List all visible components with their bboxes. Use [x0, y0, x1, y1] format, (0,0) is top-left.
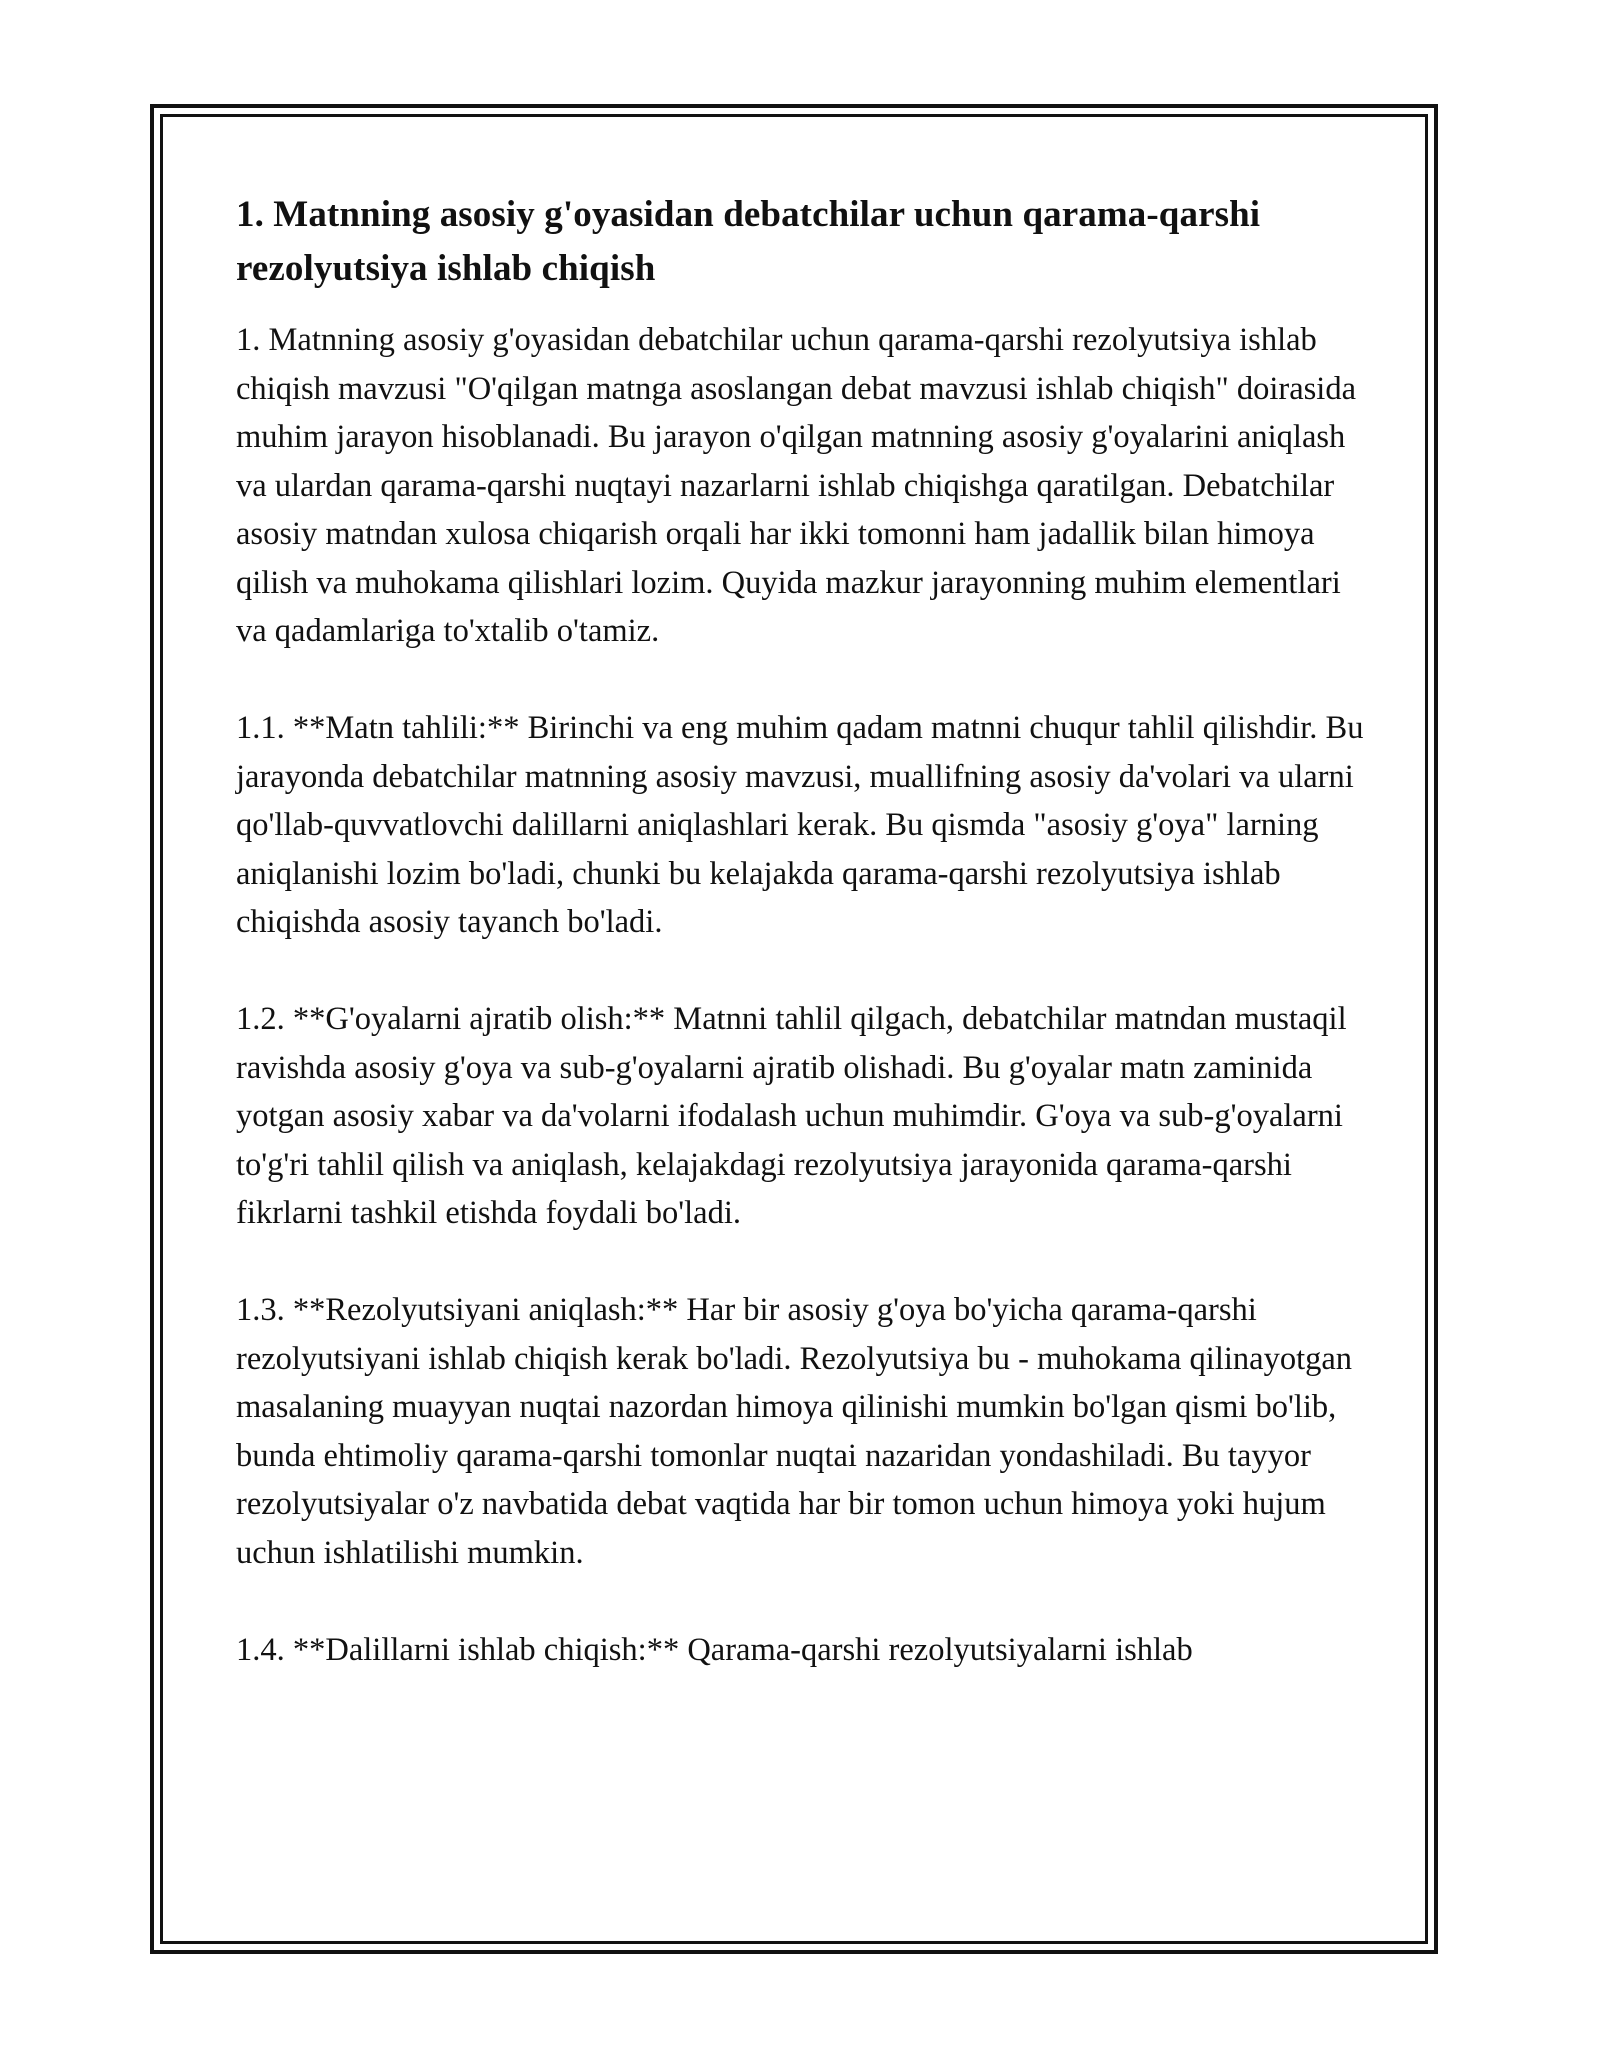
section-1-3-paragraph: 1.3. **Rezolyutsiyani aniqlash:** Har bir asosiy g'oya bo'yicha qarama-qarshi rezolyutsiyani ishlab chiqish kerak bo'ladi. Rezolyutsiya bu - muhokama qilinayotgan masalaning muayyan nuqtai nazordan himoya qilinishi mumkin bo'lgan qismi bo'lib, bunda ehtimoliy qarama-qarshi tomonlar nuqtai nazaridan yondashiladi. Bu tayyor rezolyutsiyalar o'z navbatida debat vaqtida har bir tomon uchun himoya yoki hujum uchun ishlatilishi mumkin.: [236, 1292, 1353, 1571]
section-1-1-paragraph: 1.1. **Matn tahlili:** Birinchi va eng muhim qadam matnni chuqur tahlil qilishdir. Bu jarayonda debatchilar matnning asosiy mavzusi, muallifning asosiy da'volari va ularni qo'llab-quvvatlovchi dalillarni aniqlashlari kerak. Bu qismda "asosiy g'oya" larning aniqlanishi lozim bo'ladi, chunki bu kelajakda qarama-qarshi rezolyutsiya ishlab chiqishda asosiy tayanch bo'ladi.: [236, 710, 1364, 940]
section-1-2-paragraph: 1.2. **G'oyalarni ajratib olish:** Matnni tahlil qilgach, debatchilar matndan mustaqil ravishda asosiy g'oya va sub-g'oyalarni ajratib olishadi. Bu g'oyalar matn zaminida yotgan asosiy xabar va da'volarni ifodalash uchun muhimdir. G'oya va sub-g'oyalarni to'g'ri tahlil qilish va aniqlash, kelajakdagi rezolyutsiya jarayonida qarama-qarshi fikrlarni tashkil etishda foydali bo'ladi.: [236, 1001, 1347, 1231]
document-body: [236, 188, 1366, 1723]
section-1-4-paragraph: 1.4. **Dalillarni ishlab chiqish:** Qarama-qarshi rezolyutsiyalarni ishlab: [236, 1631, 1193, 1668]
intro-paragraph: 1. Matnning asosiy g'oyasidan debatchilar uchun qarama-qarshi rezolyutsiya ishlab chiqish mavzusi "O'qilgan matnga asoslangan debat mavzusi ishlab chiqish" doirasida muhim jarayon hisoblanadi. Bu jarayon o'qilgan matnning asosiy g'oyalarini aniqlash va ulardan qarama-qarshi nuqtayi nazarlarni ishlab chiqishga qaratilgan. Debatchilar asosiy matndan xulosa chiqarish orqali har ikki tomonni ham jadallik bilan himoya qilish va muhokama qilishlari lozim. Quyida mazkur jarayonning muhim elementlari va qadamlariga to'xtalib o'tamiz.: [236, 322, 1356, 649]
page-title: 1. Matnning asosiy g'oyasidan debatchilar uchun qarama-qarshi rezolyutsiya ishlab chiqish: [236, 194, 1261, 289]
